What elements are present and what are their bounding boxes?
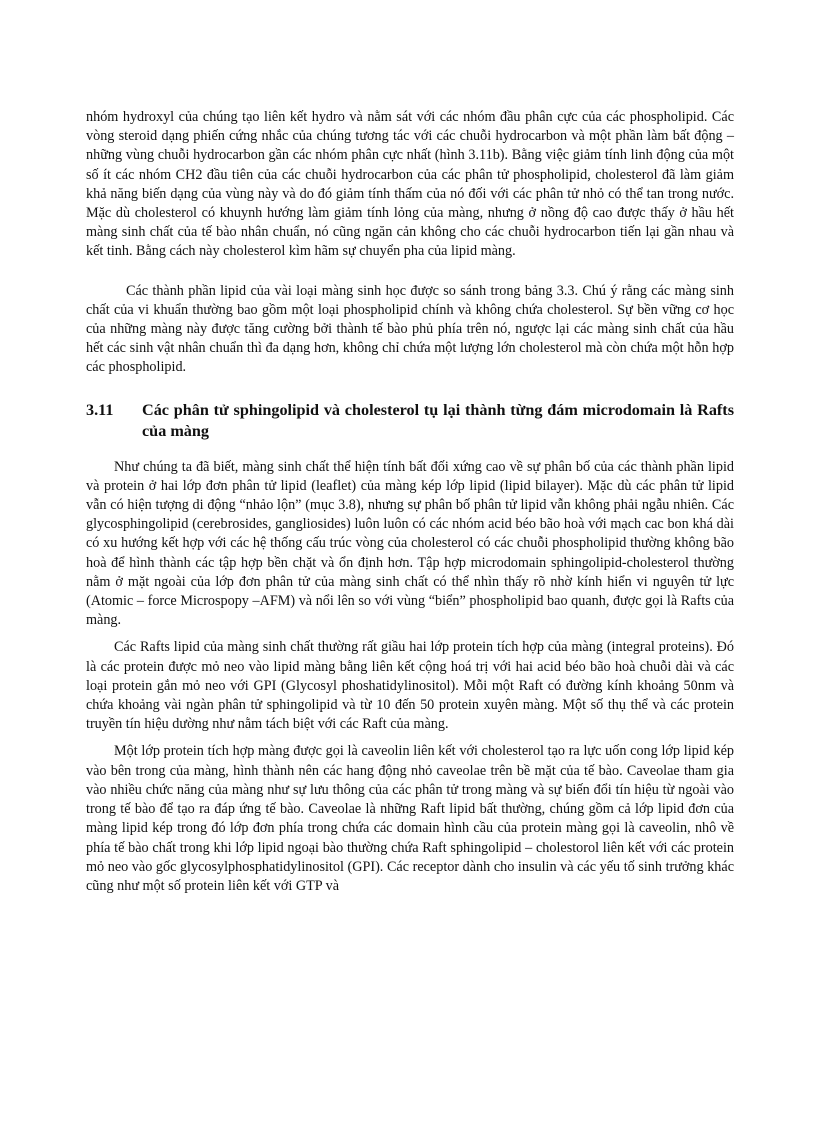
section-number: 3.11 <box>86 400 114 419</box>
paragraph-membrane-asymmetry: Như chúng ta đã biết, màng sinh chất thể hiện tính bất đối xứng cao về sự phân bố của các thành phần lipid và protein ở hai lớp đơn phân tử lipid (leaflet) của màng kép lớp lipid (lipid bilayer). Mặc dù các phân tử lipid vẫn có hiện tượng di động “nhảo lộn” (mục 3.8), nhưng sự phân bố phân tử lipid vẫn không phải ngẫu nhiên. Các glycosphingolipid (cerebrosides, gangliosides) luôn luôn có các nhóm acid béo bão hoà với mạch cac bon khá dài có xu hướng kết hợp với các hệ thống cấu trúc vòng của cholesterol có các chuỗi phospholipid thường không bão hoà để hình thành các tập hợp bền chặt và ổn định hơn. Tập hợp microdomain sphingolipid-cholesterol thường nằm ở mặt ngoài của lớp đơn phân tử của màng sinh chất có thể nhìn thấy rõ nhờ kính hiển vi nguyên tử lực (Atomic – force Microspopy –AFM) và nổi lên so với vùng “biển” phospholipid bao quanh, được gọi là Rafts của màng. <box>86 458 734 629</box>
section-heading <box>86 400 734 442</box>
paragraph-cholesterol-membrane: nhóm hydroxyl của chúng tạo liên kết hydro và nằm sát với các nhóm đầu phân cực của các phospholipid. Các vòng steroid dạng phiến cứng nhắc của chúng tương tác với các chuỗi hydrocarbon và một phần làm bất động – những vùng chuỗi hydrocarbon gần các nhóm phân cực nhất (hình 3.11b). Bằng việc giảm tính linh động của một số ít các nhóm CH2 đầu tiên của các chuỗi hydrocarbon của các phân tử phospholipid, cholesterol đã làm giảm khả năng biến dạng của vùng này và do đó giảm tính thấm của nó đối với các phân tử nhỏ có thể tan trong nước. Mặc dù cholesterol có khuynh hướng làm giảm tính lỏng của màng, nhưng ở nồng độ cao được thấy ở hầu hết màng sinh chất của tế bào nhân chuẩn, nó cũng ngăn cản không cho các chuỗi hydrocarbon tiến lại gần nhau và kết tinh. Bằng cách này cholesterol kìm hãm sự chuyển pha của lipid màng. <box>86 109 734 260</box>
paragraph-lipid-rafts: Các Rafts lipid của màng sinh chất thường rất giầu hai lớp protein tích hợp của màng (integral proteins). Đó là các protein được mỏ neo vào lipid màng bằng liên kết cộng hoá trị với hai acid béo bão hoà chuỗi dài và các loại protein gắn mỏ neo với GPI (Glycosyl phoshatidylinositol). Mỗi một Raft có đường kính khoảng 50nm và chứa khoảng vài ngàn phân tử sphingolipid và từ 10 đến 50 protein xuyên màng. Một số thụ thể và các protein truyền tín hiệu dường như nằm tách biệt với các Raft của màng. <box>86 639 734 733</box>
section-title: Các phân tử sphingolipid và cholesterol tụ lại thành từng đám microdomain là Rafts của màng <box>142 400 734 440</box>
document-page <box>86 108 734 896</box>
paragraph-caveolin: Một lớp protein tích hợp màng được gọi là caveolin liên kết với cholesterol tạo ra lực uốn cong lớp lipid kép vào bên trong của màng, hình thành nên các hang động nhỏ caveolae trên bề mặt của tế bào. Caveolae tham gia vào nhiều chức năng của màng như sự lưu thông của các phân tử trong màng và sự biến đổi tín hiệu từ ngoài vào trong tế bào để tạo ra đáp ứng tế bào. Caveolae là những Raft lipid bất thường, chúng gồm cả lớp lipid đơn của màng lipid kép trong đó lớp đơn phía trong chứa các domain hình cầu của protein màng gọi là caveolin, nhô về phía tế bào chất trong khi lớp lipid ngoại bào thường chứa Raft sphingolipid – cholestorol liên kết với các protein mỏ neo vào gốc glycosylphosphatidylinositol (GPI). Các receptor dành cho insulin và các yếu tố sinh trưởng khác cũng như một số protein liên kết với GTP và <box>86 743 734 894</box>
paragraph-lipid-composition: Các thành phần lipid của vài loại màng sinh học được so sánh trong bảng 3.3. Chú ý rằng các màng sinh chất của vi khuẩn thường bao gồm một loại phospholipid chính và không chứa cholesterol. Sự bền vững cơ học của những màng này được tăng cường bởi thành tế bào phủ phía trên nó, ngược lại các màng sinh chất của hầu hết các sinh vật nhân chuẩn thì đa dạng hơn, không chỉ chứa một lượng lớn cholesterol mà còn chứa một hỗn hợp các phospholipid. <box>86 282 734 376</box>
